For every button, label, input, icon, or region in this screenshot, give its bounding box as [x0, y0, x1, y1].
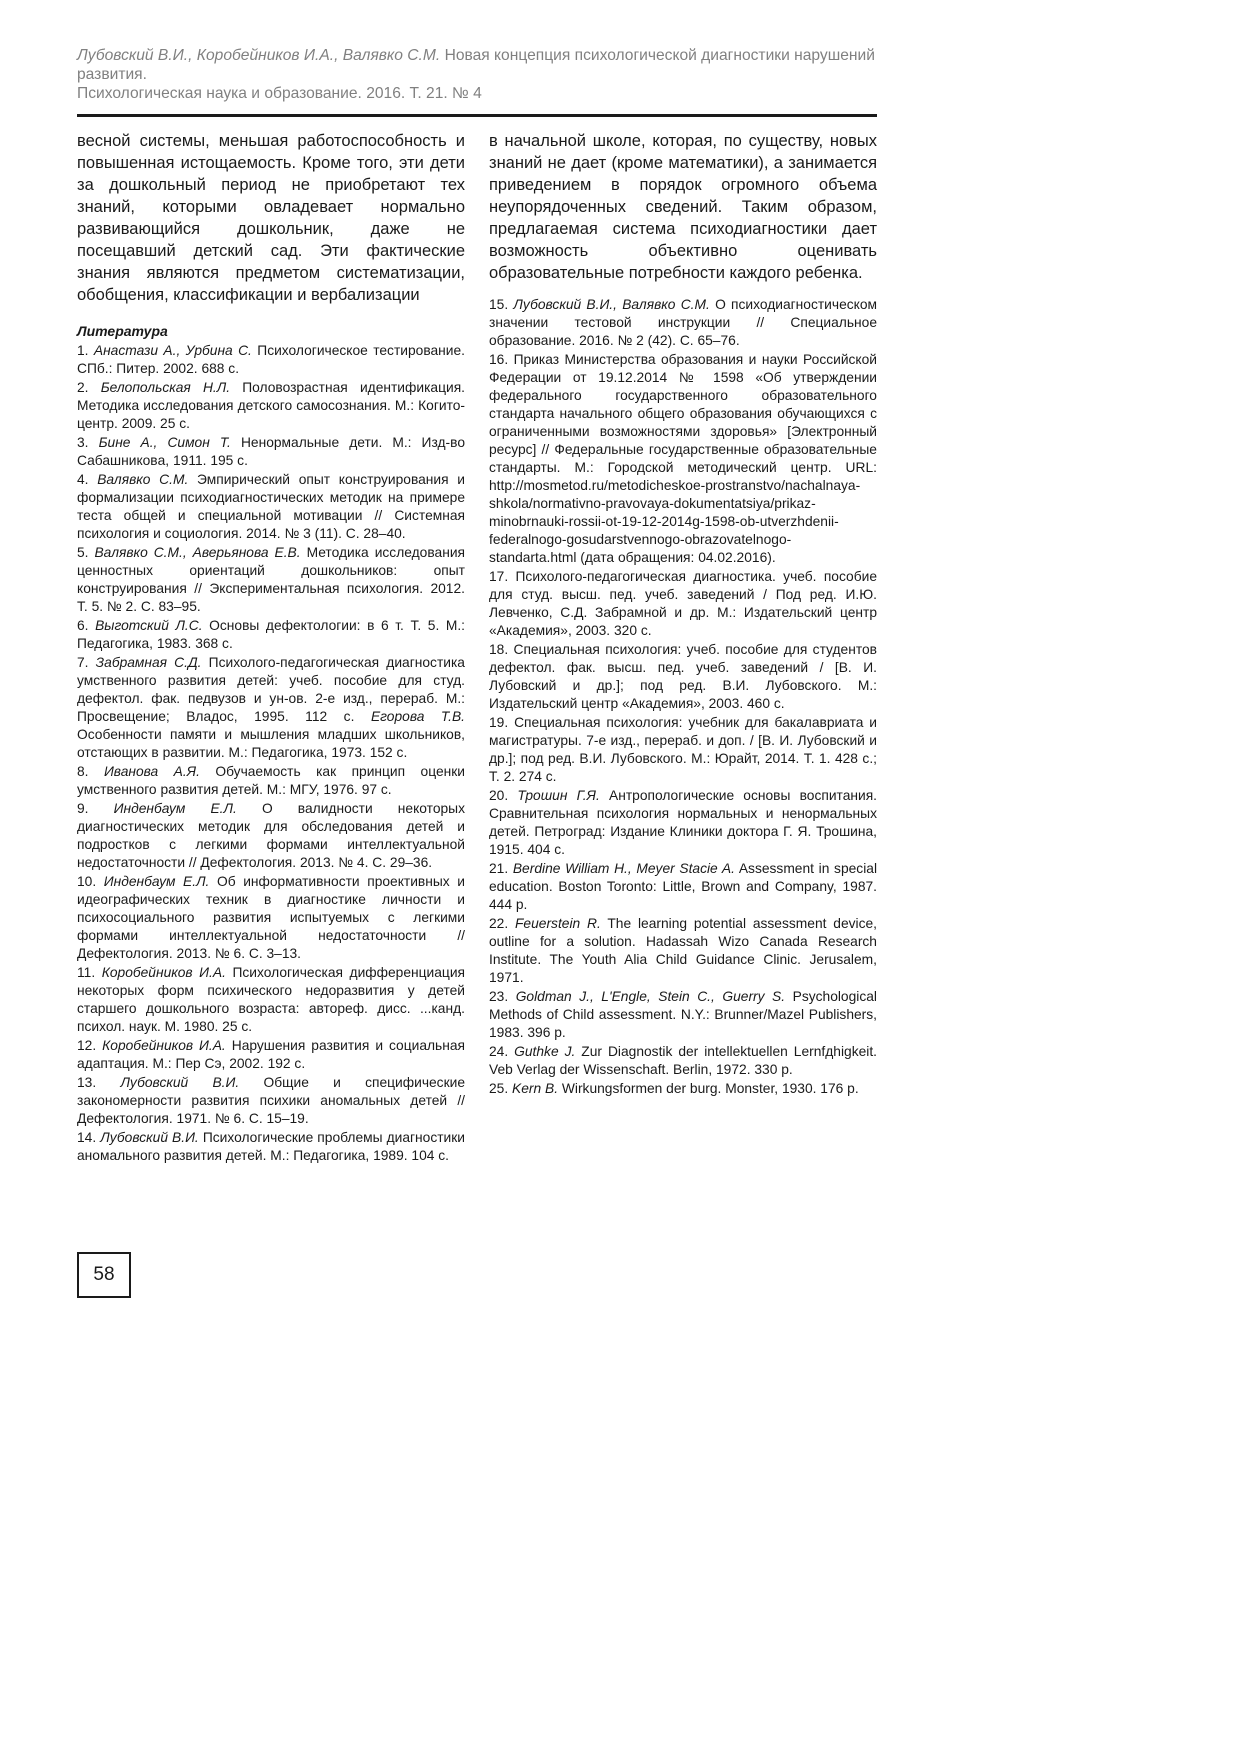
reference-authors: Трошин Г.Я. — [517, 788, 600, 803]
reference-authors: Коробейников И.А. — [101, 965, 226, 980]
reference-authors: Бине А., Симон Т. — [98, 435, 231, 450]
reference-text: Половозрастная идентификация. Методика исследования детского самосознания. М.: Когито-центр. 2009. 25 с. — [77, 380, 465, 431]
reference-number: 21. — [489, 861, 513, 876]
header-rule — [77, 114, 877, 117]
reference-item — [77, 434, 465, 470]
reference-text: Основы дефектологии: в 6 т. Т. 5. М.: Педагогика, 1983. 368 с. — [77, 618, 466, 651]
reference-item — [77, 471, 465, 543]
reference-authors: Анастази А., Урбина С. — [93, 343, 252, 358]
reference-authors: Berdine William H., Meyer Stacie A. — [512, 861, 735, 876]
reference-number: 7. — [77, 655, 96, 670]
reference-number: 24. — [489, 1044, 515, 1059]
reference-authors: Инденбаум Е.Л. — [113, 801, 237, 816]
reference-number: 8. — [77, 764, 104, 779]
reference-text: Нарушения развития и социальная адаптация. М.: Пер Сэ, 2002. 192 с. — [77, 1038, 466, 1071]
reference-item — [489, 787, 877, 859]
reference-authors: Выготский Л.С. — [95, 618, 203, 633]
reference-item — [489, 641, 877, 713]
reference-authors: Иванова А.Я. — [103, 764, 200, 779]
reference-item — [489, 351, 877, 567]
header-title: Новая концепция психологической диагностики нарушений развития. — [77, 47, 875, 83]
reference-item — [489, 915, 877, 987]
reference-item — [77, 1129, 465, 1165]
reference-text: Специальная психология: учеб. пособие для студентов дефектол. фак. высш. пед. учеб. заведений / [В. И. Лубовский и др.]; под ред. В.И. Лубовского. М.: Издательский центр «Академия», 2003. 460 с. — [489, 642, 877, 711]
reference-list-right — [489, 296, 877, 1098]
reference-number: 12. — [77, 1038, 103, 1053]
reference-number: 6. — [77, 618, 96, 633]
reference-number: 13. — [77, 1075, 121, 1090]
reference-authors: Лубовский В.И., Валявко С.М. — [513, 297, 710, 312]
reference-text: Психолого-педагогическая диагностика умственного развития детей: учеб. пособие для студ. дефектол. фак. педвузов и ун-ов. 2-е изд., перераб. М.: Просвещение; Владос, 1995. 112 с. — [77, 655, 465, 724]
literature-heading: Литература — [77, 323, 168, 339]
reference-number: 17. — [489, 569, 516, 584]
reference-text: Психолого-педагогическая диагностика. учеб. пособие для студ. высш. пед. учеб. заведений / Под ред. И.Ю. Левченко, С.Д. Забрамной и др. М.: Издательский центр «Академия», 2003. 320 с. — [489, 569, 877, 638]
right-body-text: в начальной школе, которая, по существу, новых знаний не дает (кроме математики), а занимается приведением в порядок огромного объема неупорядоченных сведений. Таким образом, предлагаемая система психодиагностики дает возможность объективно оценивать образовательные потребности каждого ребенка. — [489, 132, 877, 282]
left-body-text: весной системы, меньшая работоспособность и повышенная истощаемость. Кроме того, эти дети за дошкольный период не приобретают тех знаний, которыми овладевает нормально развивающийся дошкольник, даже не посещавший детский сад. Эти фактические знания являются предметом систематизации, обобщения, классификации и вербализации — [77, 132, 465, 304]
reference-authors: Kern B. — [512, 1081, 559, 1096]
reference-text: Обучаемость как принцип оценки умственного развития детей. М.: МГУ, 1976. 97 с. — [77, 764, 465, 797]
reference-item — [77, 800, 465, 872]
reference-item — [489, 568, 877, 640]
reference-text: Wirkungsformen der burg. Monster, 1930. 176 p. — [561, 1081, 859, 1096]
reference-text: Особенности памяти и мышления младших школьников, отстающих в развитии. М.: Педагогика, 1973. 152 с. — [77, 727, 465, 760]
reference-item — [77, 1037, 465, 1073]
reference-number: 23. — [489, 989, 516, 1004]
reference-text: Приказ Министерства образования и науки Российской Федерации от 19.12.2014 № 1598 «Об утверждении федерального государственного образовательного стандарта начального общего образования обучающихся с ограниченными возможностями здоровья» [Электронный ресурс] // Федеральные государственные образовательные стандарты. М.: Городской методический центр. URL: http://mosmetod.ru/metodicheskoe-prostranstvo/nachalnaya-shkola/normativno-pravovaya-dokumentatsiya/prikaz-minobrnauki-rossii-ot-19-12-2014g-1598-ob-utverzhdenii-federalnogo-gosudarstvennogo-obrazovatelnogo-standarta.html (дата обращения: 04.02.2016). — [489, 352, 877, 565]
left-column — [77, 130, 465, 1166]
reference-text: Психологические проблемы диагностики аномального развития детей. М.: Педагогика, 1989. 104 с. — [77, 1130, 465, 1163]
reference-list-left — [77, 342, 465, 1165]
reference-authors: Лубовский В.И. — [100, 1130, 199, 1145]
reference-number: 16. — [489, 352, 514, 367]
reference-text: Общие и специфические закономерности развития психики аномальных детей // Дефектология. 1971. № 6. С. 15–19. — [77, 1075, 465, 1126]
reference-number: 18. — [489, 642, 514, 657]
reference-item — [77, 654, 465, 762]
reference-item — [77, 964, 465, 1036]
reference-text: Методика исследования ценностных ориентаций дошкольников: опыт конструирования // Экспериментальная психология. 2012. Т. 5. № 2. С. 83–95. — [77, 545, 465, 614]
reference-number: 20. — [489, 788, 518, 803]
right-column — [489, 130, 877, 1099]
reference-authors: Goldman J., L'Engle, Stein C., Guerry S. — [515, 989, 786, 1004]
reference-number: 25. — [489, 1081, 513, 1096]
reference-item — [489, 1080, 877, 1098]
page-number: 58 — [77, 1252, 131, 1298]
reference-number: 3. — [77, 435, 99, 450]
reference-number: 14. — [77, 1130, 101, 1145]
reference-text: Об информативности проективных и идеографических техник в диагностике личности и психосоциального развития испытуемых с легкими формами интеллектуальной недостаточности // Дефектология. 2013. № 6. С. 3–13. — [77, 874, 465, 961]
reference-number: 19. — [489, 715, 515, 730]
reference-item — [489, 714, 877, 786]
reference-item — [77, 873, 465, 963]
reference-text: Zur Diagnostik der intellektuellen Lernfдhigkeit. Veb Verlag der Wissenschaft. Berlin, 1972. 330 p. — [489, 1044, 877, 1077]
reference-number: 10. — [77, 874, 104, 889]
reference-item — [489, 988, 877, 1042]
reference-authors: Коробейников И.А. — [102, 1038, 226, 1053]
reference-number: 2. — [77, 380, 101, 395]
reference-text: Психологическая дифференциация некоторых форм психического недоразвития у детей старшего дошкольного возраста: автореф. дисс. ...канд. психол. наук. М. 1980. 25 с. — [77, 965, 465, 1034]
reference-item — [489, 1043, 877, 1079]
reference-number: 9. — [77, 801, 114, 816]
reference-text: The learning potential assessment device, outline for a solution. Hadassah Wizo Canada Research Institute. The Youth Alia Child Guidance Clinic. Jerusalem, 1971. — [489, 916, 877, 985]
reference-number: 1. — [77, 343, 94, 358]
reference-authors: Валявко С.М. — [97, 472, 189, 487]
reference-item — [77, 1074, 465, 1128]
reference-text: Assessment in special education. Boston Toronto: Little, Brown and Company, 1987. 444 p. — [489, 861, 878, 912]
reference-authors: Лубовский В.И. — [120, 1075, 240, 1090]
reference-authors: Забрамная С.Д. — [95, 655, 202, 670]
reference-text: О психодиагностическом значении тестовой инструкции // Специальное образование. 2016. № 2 (42). С. 65–76. — [489, 297, 878, 348]
reference-text: Ненормальные дети. М.: Изд-во Сабашниковa, 1911. 195 с. — [77, 435, 465, 468]
reference-number: 15. — [489, 297, 514, 312]
header-journal: Психологическая наука и образование. 2016. Т. 21. № 4 — [77, 85, 482, 102]
reference-item — [489, 860, 877, 914]
reference-authors: Валявко С.М., Аверьянова Е.В. — [94, 545, 301, 560]
reference-text: Эмпирический опыт конструирования и формализации психодиагностических методик на примере теста общей и специальной мотивации // Системная психология и социология. 2014. № 3 (11). С. 28–40. — [77, 472, 466, 541]
reference-item — [77, 544, 465, 616]
reference-authors: Инденбаум Е.Л. — [103, 874, 210, 889]
header-authors: Лубовский В.И., Коробейников И.А., Валявко С.М. — [77, 47, 441, 64]
reference-text: Psychological Methods of Child assessment. N.Y.: Brunner/Mazel Publishers, 1983. 396 p. — [489, 989, 877, 1040]
reference-authors: Guthke J. — [514, 1044, 576, 1059]
running-header — [77, 46, 877, 103]
reference-number: 11. — [77, 965, 102, 980]
reference-number: 22. — [489, 916, 515, 931]
reference-number: 5. — [77, 545, 95, 560]
reference-text: О валидности некоторых диагностических методик для обследования детей и подростков с легкими формами интеллектуальной недостаточности // Дефектология. 2013. № 4. С. 29–36. — [77, 801, 465, 870]
reference-item — [77, 379, 465, 433]
reference-authors: Feuerstein R. — [515, 916, 601, 931]
reference-text: Антропологические основы воспитания. Сравнительная психология нормальных и ненормальных детей. Петроград: Издание Клиники доктора Г. Я. Трошина, 1915. 404 с. — [489, 788, 878, 857]
reference-text: Психологическое тестирование. СПб.: Питер. 2002. 688 с. — [77, 343, 465, 376]
reference-item — [77, 617, 465, 653]
reference-number: 4. — [77, 472, 98, 487]
reference-authors: Егорова Т.В. — [370, 709, 465, 724]
reference-item — [77, 342, 465, 378]
reference-text: Специальная психология: учебник для бакалавриата и магистратуры. 7-е изд., перераб. и доп. / [В. И. Лубовский и др.]; под ред. В.И. Лубовского. М.: Юрайт, 2014. Т. 1. 428 с.; Т. 2. 274 с. — [489, 715, 878, 784]
reference-authors: Белопольская Н.Л. — [100, 380, 231, 395]
reference-item — [489, 296, 877, 350]
reference-item — [77, 763, 465, 799]
